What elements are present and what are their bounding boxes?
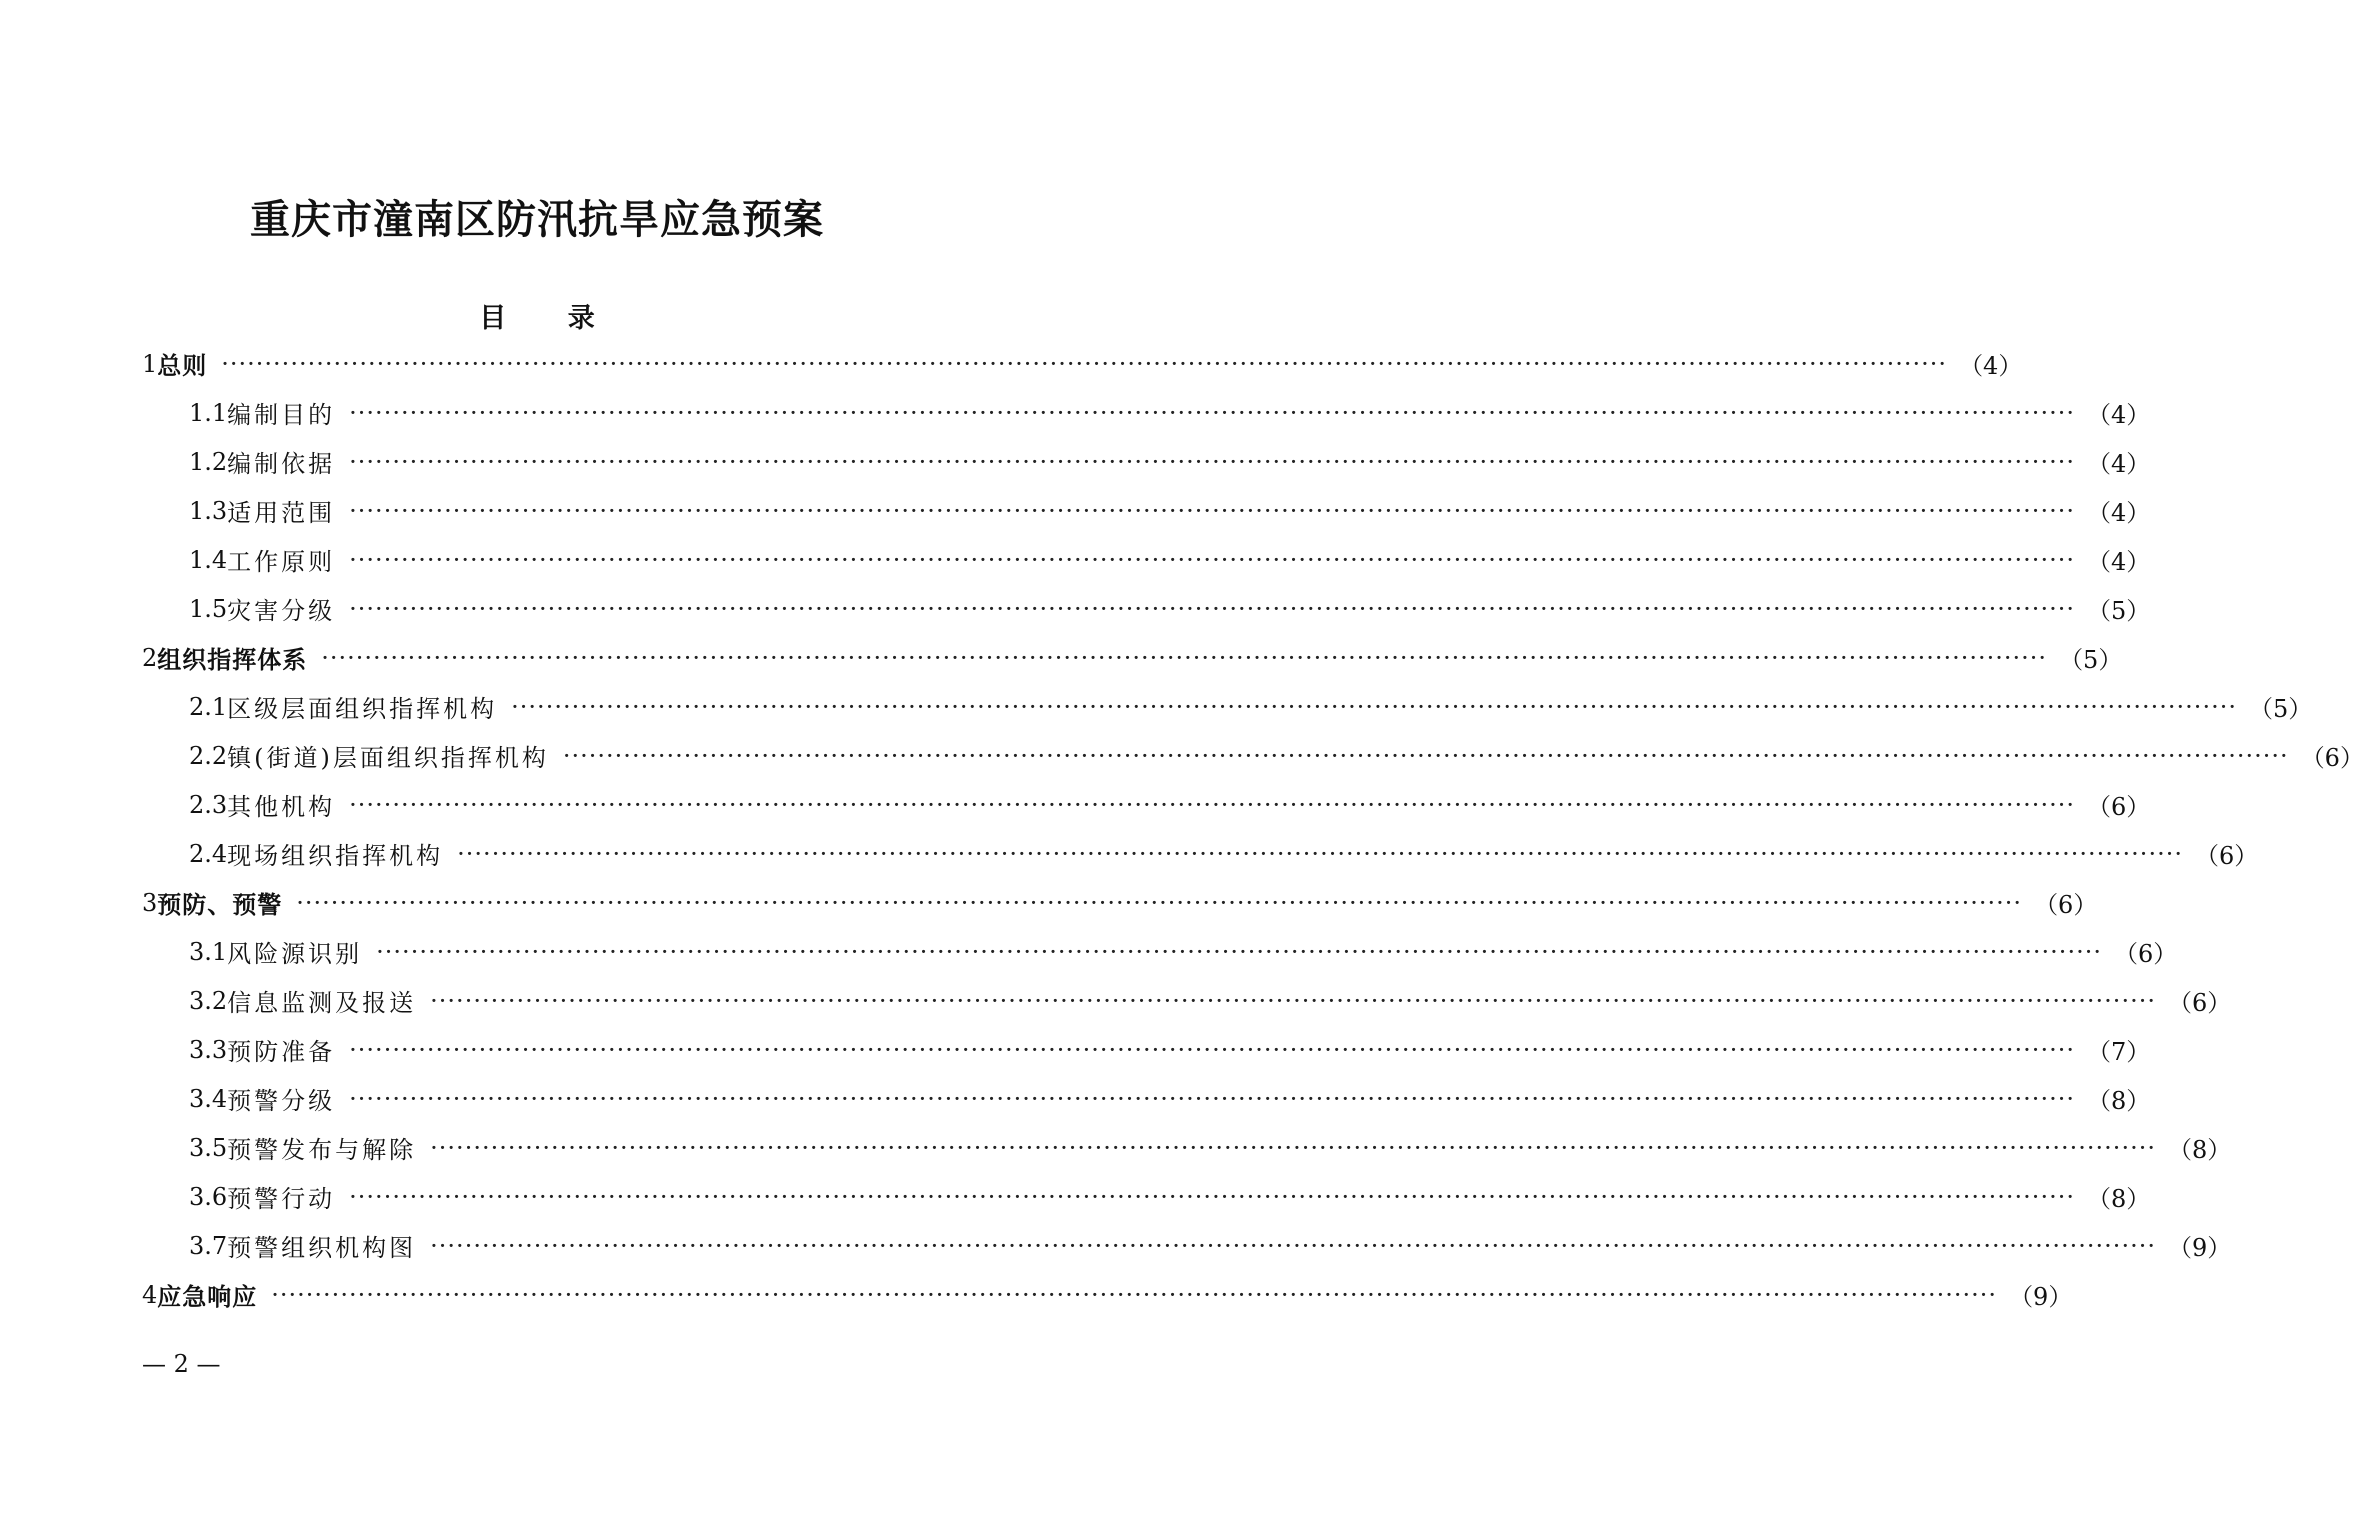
toc-entry-page: （7） — [2086, 1038, 2151, 1066]
toc-entry-label: 工作原则 — [227, 548, 336, 576]
toc-entry-number: 2.3 — [189, 790, 228, 819]
toc-entry-label: 现场组织指挥机构 — [227, 842, 444, 870]
toc-entry-number: 3.2 — [189, 986, 228, 1015]
toc-entry-label: 应急响应 — [157, 1283, 258, 1311]
toc-dot-leader: ········································································································································································································ — [430, 986, 2156, 1015]
toc-dot-leader: ········································································································································································································ — [430, 1133, 2156, 1162]
toc-dot-leader: ········································································································································································································ — [349, 1035, 2075, 1064]
toc-entry-label: 信息监测及报送 — [227, 989, 417, 1017]
toc-section-row[interactable] — [0, 388, 2151, 437]
toc-entry-number: 3.7 — [189, 1231, 228, 1260]
toc-entry-number: 3.6 — [189, 1182, 228, 1211]
toc-section-row[interactable] — [0, 486, 2151, 535]
toc-entry-number: 2.2 — [189, 741, 228, 770]
toc-entry-page: （5） — [2059, 646, 2123, 674]
toc-entry-label: 预警发布与解除 — [227, 1136, 417, 1164]
toc-section-row[interactable] — [0, 976, 2232, 1025]
toc-chapter-row[interactable] — [0, 339, 2023, 388]
toc-entry-label: 风险源识别 — [227, 940, 363, 968]
toc-entry-page: （8） — [2167, 1136, 2232, 1164]
toc-dot-leader: ········································································································································································································ — [349, 1084, 2075, 1113]
toc-entry-page: （6） — [2034, 891, 2098, 919]
toc-entry-number: 2.4 — [189, 839, 228, 868]
toc-dot-leader: ········································································································································································································ — [349, 1182, 2075, 1211]
toc-dot-leader: ········································································································································································································ — [349, 594, 2075, 623]
toc-entry-label: 灾害分级 — [227, 597, 336, 625]
toc-section-row[interactable] — [0, 1025, 2151, 1074]
toc-entry-label: 预警行动 — [227, 1185, 336, 1213]
toc-dot-leader: ········································································································································································································ — [349, 790, 2075, 819]
toc-entry-number: 1.2 — [189, 447, 228, 476]
toc-section-row[interactable] — [0, 682, 2313, 731]
toc-entry-page: （4） — [2086, 499, 2151, 527]
toc-chapter-row[interactable] — [0, 878, 2098, 927]
toc-entry-label: 适用范围 — [227, 499, 336, 527]
toc-entry-label: 其他机构 — [227, 793, 336, 821]
toc-entry-number: 1 — [142, 349, 158, 378]
toc-entry-label: 总则 — [157, 352, 208, 380]
toc-entry-label: 区级层面组织指挥机构 — [227, 695, 498, 723]
toc-dot-leader: ········································································································································································································ — [349, 545, 2075, 574]
toc-entry-page: （8） — [2086, 1087, 2151, 1115]
toc-dot-leader: ········································································································································································································ — [349, 496, 2075, 525]
toc-entry-page: （9） — [2009, 1283, 2073, 1311]
toc-section-row[interactable] — [0, 927, 2178, 976]
toc-entry-number: 3.5 — [189, 1133, 228, 1162]
toc-entry-page: （8） — [2086, 1185, 2151, 1213]
toc-entry-number: 3.4 — [189, 1084, 228, 1113]
toc-entry-number: 1.3 — [189, 496, 228, 525]
toc-entry-page: （4） — [2086, 401, 2151, 429]
toc-dot-leader: ········································································································································································································ — [511, 692, 2237, 721]
toc-entry-page: （5） — [2086, 597, 2151, 625]
toc-section-row[interactable] — [0, 829, 2259, 878]
toc-entry-label: 编制依据 — [227, 450, 336, 478]
toc-entry-label: 预防准备 — [227, 1038, 336, 1066]
toc-entry-number: 3.1 — [189, 937, 228, 966]
toc-entry-label: 预警分级 — [227, 1087, 336, 1115]
toc-dot-leader: ········································································································································································································ — [221, 349, 1948, 378]
toc-entry-page: （4） — [2086, 548, 2151, 576]
page-number: — 2 — — [142, 1350, 221, 1378]
toc-section-row[interactable] — [0, 780, 2151, 829]
toc-chapter-row[interactable] — [0, 1270, 2073, 1319]
toc-entry-page: （6） — [2113, 940, 2178, 968]
toc-entry-page: （4） — [1959, 352, 2023, 380]
toc-dot-leader: ········································································································································································································ — [321, 643, 2048, 672]
toc-entry-label: 编制目的 — [227, 401, 336, 429]
toc-entry-page: （9） — [2167, 1234, 2232, 1262]
toc-section-row[interactable] — [0, 1123, 2232, 1172]
toc-dot-leader: ········································································································································································································ — [430, 1231, 2156, 1260]
toc-dot-leader: ········································································································································································································ — [349, 447, 2075, 476]
table-of-contents — [0, 339, 2364, 1319]
toc-section-row[interactable] — [0, 1074, 2151, 1123]
toc-chapter-row[interactable] — [0, 633, 2123, 682]
document-title: 重庆市潼南区防汛抗旱应急预案 — [250, 196, 824, 243]
toc-section-row[interactable] — [0, 1172, 2151, 1221]
toc-entry-page: （5） — [2248, 695, 2313, 723]
toc-dot-leader: ········································································································································································································ — [376, 937, 2102, 966]
toc-entry-number: 1.4 — [189, 545, 228, 574]
toc-dot-leader: ········································································································································································································ — [271, 1280, 1998, 1309]
toc-section-row[interactable] — [0, 584, 2151, 633]
toc-entry-page: （6） — [2194, 842, 2259, 870]
toc-dot-leader: ········································································································································································································ — [457, 839, 2183, 868]
toc-entry-number: 3.3 — [189, 1035, 228, 1064]
toc-entry-page: （4） — [2086, 450, 2151, 478]
toc-heading-char-1: 目 — [479, 303, 507, 334]
toc-dot-leader: ········································································································································································································ — [349, 398, 2075, 427]
toc-entry-page: （6） — [2300, 744, 2364, 772]
toc-section-row[interactable] — [0, 535, 2151, 584]
toc-entry-number: 2 — [142, 643, 158, 672]
toc-entry-number: 1.5 — [189, 594, 228, 623]
toc-entry-page: （6） — [2167, 989, 2232, 1017]
toc-section-row[interactable] — [0, 437, 2151, 486]
toc-entry-number: 1.1 — [189, 398, 228, 427]
toc-entry-label: 预警组织机构图 — [227, 1234, 417, 1262]
toc-entry-label: 预防、预警 — [157, 891, 283, 919]
toc-entry-number: 4 — [142, 1280, 158, 1309]
toc-dot-leader: ········································································································································································································ — [296, 888, 2023, 917]
toc-entry-number: 3 — [142, 888, 158, 917]
toc-section-row[interactable] — [0, 731, 2364, 780]
toc-entry-number: 2.1 — [189, 692, 228, 721]
toc-entry-label: 镇(街道)层面组织指挥机构 — [227, 744, 549, 772]
toc-heading-char-2: 录 — [567, 303, 595, 334]
toc-entry-label: 组织指挥体系 — [157, 646, 308, 674]
toc-section-row[interactable] — [0, 1221, 2232, 1270]
toc-entry-page: （6） — [2086, 793, 2151, 821]
toc-dot-leader: ········································································································································································································ — [562, 741, 2289, 770]
toc-heading — [0, 296, 1074, 335]
